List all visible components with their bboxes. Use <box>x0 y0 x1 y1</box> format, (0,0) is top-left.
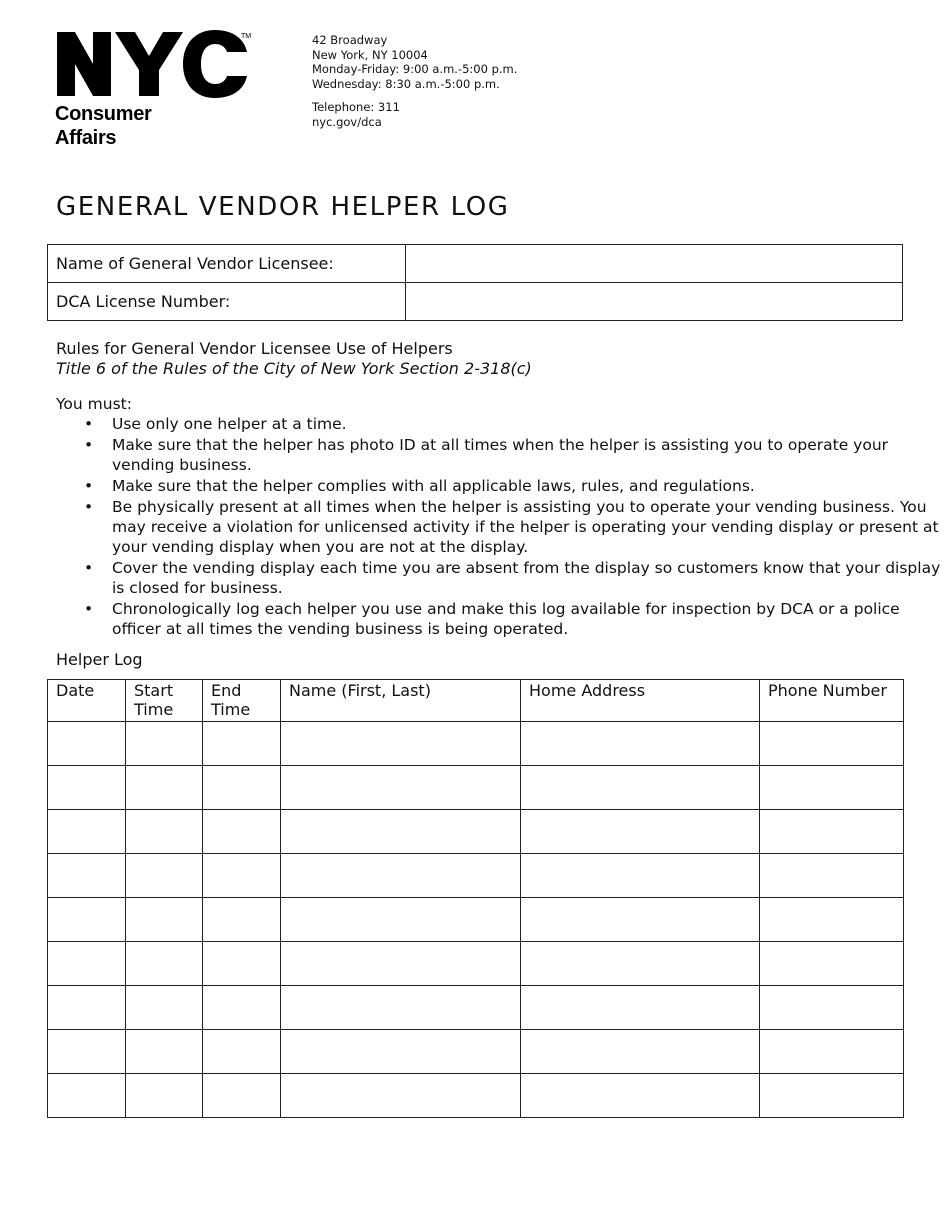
home-address-cell[interactable] <box>521 722 760 766</box>
name-cell[interactable] <box>281 854 521 898</box>
date-cell[interactable] <box>48 1030 126 1074</box>
start-time-cell[interactable] <box>126 986 203 1030</box>
helper-log-table <box>47 679 904 1118</box>
rule-item: • Make sure that the helper complies with all applicable laws, rules, and regulations. <box>112 476 950 496</box>
licensee-name-row <box>48 245 903 283</box>
name-cell[interactable] <box>281 1074 521 1118</box>
phone-number-cell[interactable] <box>760 854 904 898</box>
address-line: New York, NY 10004 <box>312 47 428 62</box>
phone-number-cell[interactable] <box>760 810 904 854</box>
hours-line: Wednesday: 8:30 a.m.-5:00 p.m. <box>312 76 500 91</box>
end-time-cell[interactable] <box>203 1074 281 1118</box>
column-header-start-time: Start Time <box>126 680 203 722</box>
license-number-row <box>48 283 903 321</box>
start-time-cell[interactable] <box>126 942 203 986</box>
license-number-label: DCA License Number: <box>48 283 406 321</box>
home-address-cell[interactable] <box>521 810 760 854</box>
rules-citation: Title 6 of the Rules of the City of New York Section 2-318(c) <box>56 359 532 378</box>
column-header-date: Date <box>48 680 126 722</box>
start-time-cell[interactable] <box>126 1074 203 1118</box>
home-address-cell[interactable] <box>521 854 760 898</box>
home-address-cell[interactable] <box>521 1074 760 1118</box>
helper-log-row <box>48 898 904 942</box>
end-time-cell[interactable] <box>203 766 281 810</box>
date-cell[interactable] <box>48 766 126 810</box>
name-cell[interactable] <box>281 810 521 854</box>
name-cell[interactable] <box>281 986 521 1030</box>
column-header-home-address: Home Address <box>521 680 760 722</box>
rule-item: • Be physically present at all times when the helper is assisting you to operate your vending business. You may receive a violation for unlicensed activity if the helper is operating your vending display or present at your vending display when you are not at the display. <box>112 497 950 557</box>
helper-log-body <box>48 722 904 1118</box>
start-time-cell[interactable] <box>126 898 203 942</box>
office-address <box>312 33 517 129</box>
phone-number-cell[interactable] <box>760 898 904 942</box>
phone-number-cell[interactable] <box>760 722 904 766</box>
rules-heading-block <box>56 339 532 379</box>
date-cell[interactable] <box>48 898 126 942</box>
rule-item: • Make sure that the helper has photo ID at all times when the helper is assisting you to operate your vending business. <box>112 435 950 475</box>
rules-list <box>56 414 950 640</box>
date-cell[interactable] <box>48 810 126 854</box>
start-time-cell[interactable] <box>126 854 203 898</box>
page-title: GENERAL VENDOR HELPER LOG <box>56 192 510 222</box>
helper-log-title: Helper Log <box>56 650 143 669</box>
column-header-phone-number: Phone Number <box>760 680 904 722</box>
logo-word-affairs: Affairs <box>55 127 117 149</box>
home-address-cell[interactable] <box>521 898 760 942</box>
svg-text:TM: TM <box>241 33 251 40</box>
helper-log-row <box>48 766 904 810</box>
phone-number-cell[interactable] <box>760 1074 904 1118</box>
helper-log-row <box>48 810 904 854</box>
rule-item: • Chronologically log each helper you use and make this log available for inspection by DCA or a police officer at all times the vending business is being operated. <box>112 599 950 639</box>
rule-item: • Cover the vending display each time you are absent from the display so customers know that your display is closed for business. <box>112 558 950 598</box>
helper-log-row <box>48 1074 904 1118</box>
end-time-cell[interactable] <box>203 1030 281 1074</box>
name-cell[interactable] <box>281 898 521 942</box>
end-time-cell[interactable] <box>203 722 281 766</box>
telephone-line: Telephone: 311 <box>312 100 400 114</box>
date-cell[interactable] <box>48 986 126 1030</box>
nyc-logo-mark <box>55 30 251 100</box>
end-time-cell[interactable] <box>203 898 281 942</box>
address-line: 42 Broadway <box>312 33 388 47</box>
licensee-info-table <box>47 244 903 321</box>
hours-line: Monday-Friday: 9:00 a.m.-5:00 p.m. <box>312 62 518 76</box>
licensee-name-field[interactable] <box>406 245 903 283</box>
helper-log-row <box>48 722 904 766</box>
logo-wordmark <box>55 102 152 150</box>
nyc-consumer-affairs-logo <box>55 30 255 150</box>
home-address-cell[interactable] <box>521 942 760 986</box>
name-cell[interactable] <box>281 766 521 810</box>
rule-item: • Use only one helper at a time. <box>112 414 950 434</box>
phone-number-cell[interactable] <box>760 942 904 986</box>
phone-number-cell[interactable] <box>760 986 904 1030</box>
name-cell[interactable] <box>281 722 521 766</box>
home-address-cell[interactable] <box>521 986 760 1030</box>
end-time-cell[interactable] <box>203 986 281 1030</box>
date-cell[interactable] <box>48 854 126 898</box>
name-cell[interactable] <box>281 1030 521 1074</box>
helper-log-header-row <box>48 680 904 722</box>
date-cell[interactable] <box>48 942 126 986</box>
rules-heading: Rules for General Vendor Licensee Use of Helpers <box>56 339 453 358</box>
phone-number-cell[interactable] <box>760 766 904 810</box>
helper-log-row <box>48 942 904 986</box>
end-time-cell[interactable] <box>203 854 281 898</box>
phone-number-cell[interactable] <box>760 1030 904 1074</box>
column-header-name: Name (First, Last) <box>281 680 521 722</box>
date-cell[interactable] <box>48 722 126 766</box>
start-time-cell[interactable] <box>126 810 203 854</box>
end-time-cell[interactable] <box>203 942 281 986</box>
helper-log-row <box>48 1030 904 1074</box>
column-header-end-time: End Time <box>203 680 281 722</box>
end-time-cell[interactable] <box>203 810 281 854</box>
rules-intro: You must: <box>56 395 132 413</box>
helper-log-row <box>48 854 904 898</box>
date-cell[interactable] <box>48 1074 126 1118</box>
start-time-cell[interactable] <box>126 1030 203 1074</box>
website-line: nyc.gov/dca <box>312 114 382 129</box>
logo-word-consumer: Consumer <box>55 103 152 125</box>
licensee-name-label: Name of General Vendor Licensee: <box>48 245 406 283</box>
name-cell[interactable] <box>281 942 521 986</box>
home-address-cell[interactable] <box>521 766 760 810</box>
license-number-field[interactable] <box>406 283 903 321</box>
home-address-cell[interactable] <box>521 1030 760 1074</box>
start-time-cell[interactable] <box>126 722 203 766</box>
start-time-cell[interactable] <box>126 766 203 810</box>
helper-log-row <box>48 986 904 1030</box>
